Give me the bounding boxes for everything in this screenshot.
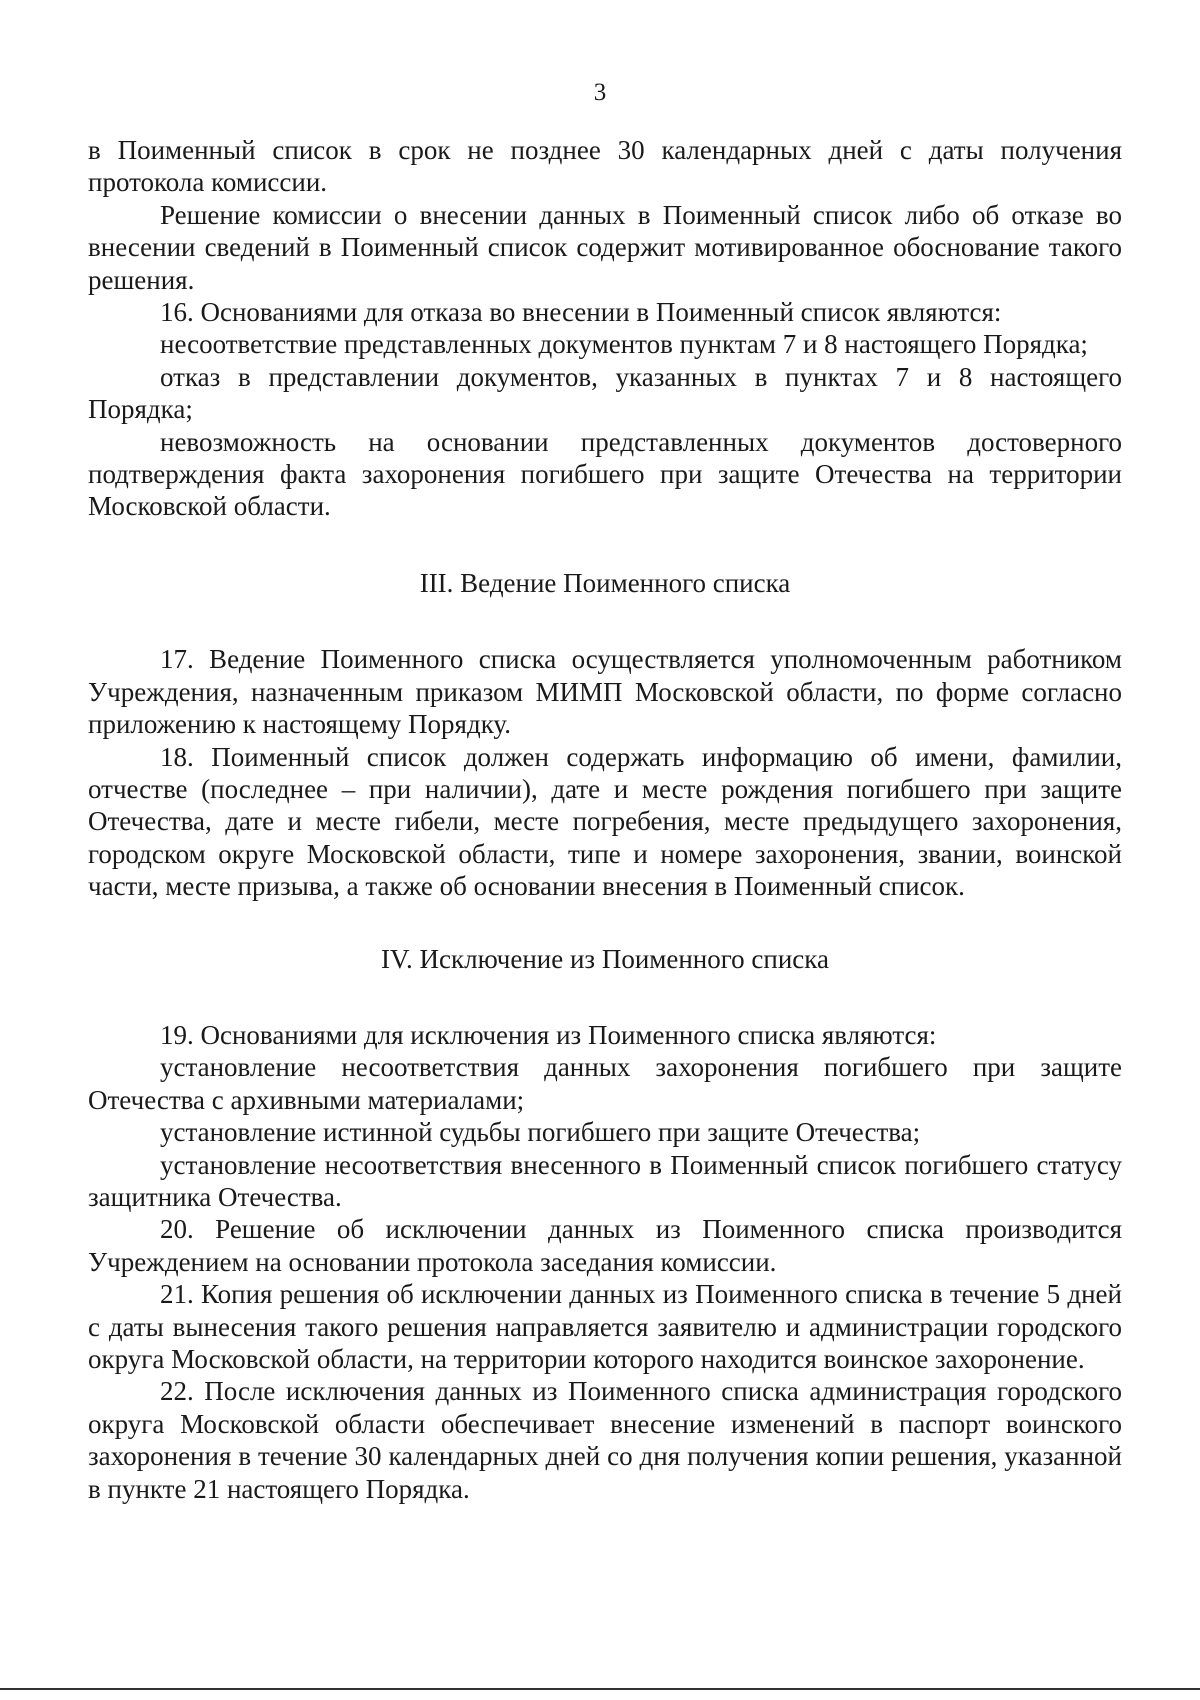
paragraph: 18. Поименный список должен содержать информацию об имени, фамилии, отчестве (последнее – при наличии), дате и месте рождения погибшего при защите Отечества, дате и месте гибели, месте погребения, месте предыдущего захоронения, городском округе Московской области, типе и номере захоронения, звании, воинской части, месте призыва, а также об основании внесения в Поименный список. bbox=[88, 741, 1122, 902]
paragraph: невозможность на основании представленных документов достоверного подтверждения факта захоронения погибшего при защите Отечества на территории Московской области. bbox=[88, 426, 1122, 522]
paragraph: 16. Основаниями для отказа во внесении в Поименный список являются: bbox=[160, 297, 1002, 328]
paragraph: установление несоответствия внесенного в Поименный список погибшего статусу защитника Отечества. bbox=[88, 1149, 1122, 1212]
paragraph: 20. Решение об исключении данных из Поименного списка производится Учреждением на основании протокола заседания комиссии. bbox=[88, 1214, 1122, 1277]
paragraph: установление несоответствия данных захоронения погибшего при защите Отечества с архивными материалами; bbox=[88, 1052, 1122, 1115]
page-number: 3 bbox=[593, 79, 607, 106]
paragraph: несоответствие представленных документов пунктам 7 и 8 настоящего Порядка; bbox=[160, 329, 1088, 360]
paragraph: 21. Копия решения об исключении данных из Поименного списка в течение 5 дней с даты вынесения такого решения направляется заявителю и администрации городского округа Московской области, на территории которого находится воинское захоронение. bbox=[88, 1279, 1122, 1374]
section-heading-3: III. Ведение Поименного списка bbox=[419, 567, 791, 598]
document-body bbox=[88, 134, 1122, 1505]
paragraph: установление истинной судьбы погибшего при защите Отечества; bbox=[160, 1117, 921, 1148]
paragraph: 17. Ведение Поименного списка осуществляется уполномоченным работником Учреждения, назначенным приказом МИМП Московской области, по форме согласно приложению к настоящему Порядку. bbox=[88, 644, 1122, 740]
page-bottom-border bbox=[0, 1688, 1200, 1690]
paragraph: в Поименный список в срок не позднее 30 календарных дней с даты получения протокола комиссии. bbox=[88, 135, 1122, 198]
section-heading-4: IV. Исключение из Поименного списка bbox=[381, 943, 829, 974]
paragraph: 22. После исключения данных из Поименного списка администрация городского округа Московской области обеспечивает внесение изменений в паспорт воинского захоронения в течение 30 календарных дней со дня получения копии решения, указанной в пункте 21 настоящего Порядка. bbox=[88, 1376, 1122, 1504]
paragraph: отказ в представлении документов, указанных в пунктах 7 и 8 настоящего Порядка; bbox=[88, 361, 1122, 425]
paragraph: Решение комиссии о внесении данных в Поименный список либо об отказе во внесении сведений в Поименный список содержит мотивированное обоснование такого решения. bbox=[88, 199, 1122, 295]
paragraph: 19. Основаниями для исключения из Поименного списка являются: bbox=[160, 1019, 937, 1050]
